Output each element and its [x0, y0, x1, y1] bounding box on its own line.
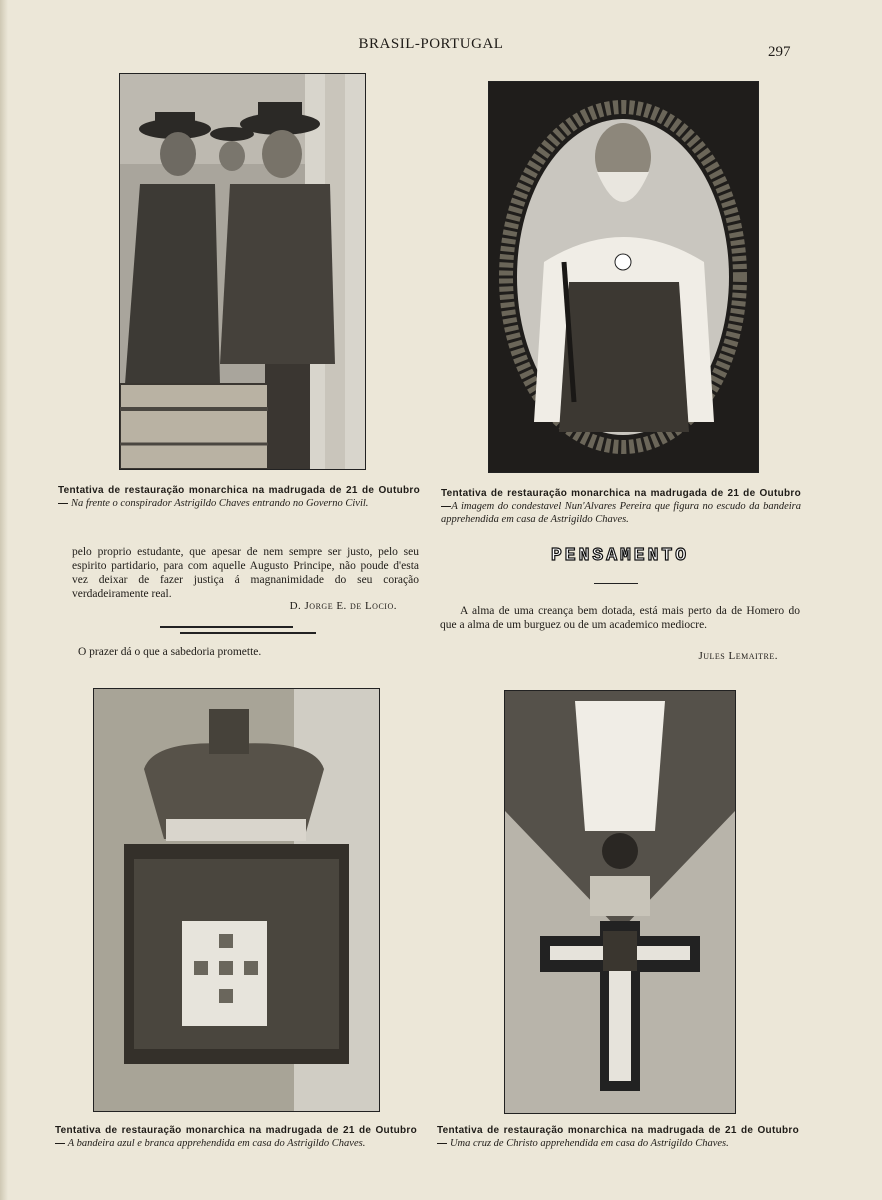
divider-rule-lower	[180, 632, 316, 634]
article-closing-paragraph: pelo proprio estudante, que apesar de nem sempre ser justo, pelo seu espirito partidario, para com aquelle Augusto Principe, não poude d'esta vez deixar de fazer justiça á magnanimidade do seu coração verdadeiramente real.	[72, 546, 419, 600]
page-edge	[0, 0, 8, 1200]
caption-figure-3: Tentativa de restauração monarchica na madrugada de 21 de Outubro — A bandeira azul e branca apprehendida em casa do Astrigildo Chaves.	[55, 1125, 417, 1149]
article-signature: D. Jorge E. de Locio.	[289, 600, 397, 612]
running-title: BRASIL-PORTUGAL	[358, 36, 504, 52]
photo-cross	[504, 690, 736, 1114]
caption-figure-1: Tentativa de restauração monarchica na madrugada de 21 de Outubro — Na frente o conspirador Astrigildo Chaves entrando no Governo Civil.	[58, 485, 420, 509]
maxim: O prazer dá o que a sabedoria promette.	[78, 646, 262, 658]
caption-figure-2: Tentativa de restauração monarchica na madrugada de 21 de Outubro —A imagem do condestavel Nun'Alvares Pereira que figura no escudo da bandeira apprehendida em casa de Astrigildo Chaves.	[441, 488, 801, 525]
pensamento-author: Jules Lemaitre.	[698, 650, 778, 662]
pensamento-heading: PENSAMENTO	[550, 546, 690, 566]
caption-figure-4: Tentativa de restauração monarchica na madrugada de 21 de Outubro — Uma cruz de Christo apprehendida em casa do Astrigildo Chaves.	[437, 1125, 799, 1149]
pensamento-ornament-rule	[594, 583, 638, 584]
photo-flag	[93, 688, 380, 1112]
photo-conspirator	[119, 73, 366, 470]
pensamento-quote: A alma de uma creança bem dotada, está mais perto da de Homero do que a alma de um burguez ou de um academico mediocre.	[440, 605, 800, 631]
photo-nunalvares	[488, 81, 759, 473]
page-number: 297	[768, 44, 791, 60]
divider-rule-upper	[160, 626, 293, 628]
